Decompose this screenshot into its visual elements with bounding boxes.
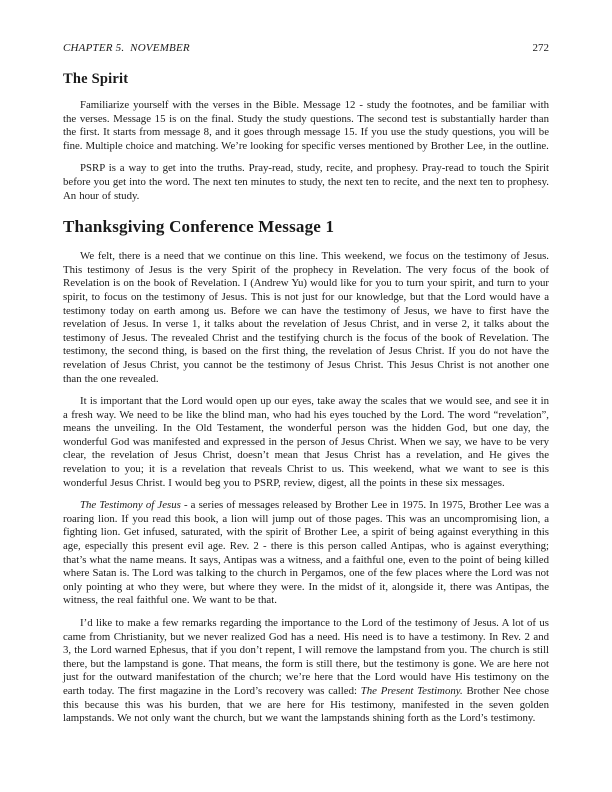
paragraph-message-4 xyxy=(63,617,549,726)
paragraph-message-4-text-a: I’d like to make a few remarks regarding the importance to the Lord of the testimony of Jesus. A lot of us came from Christianity, but we never realized God has a need. His need is to have a testimony. In Rev. 2 and 3, the Lord warned Ephesus, that if you don’t repent, I will remove the lampstand from you. The church is still there, but the lampstand is gone. That means, the form is still there, but the testimony is gone. We are here not just for the outward manifestation of the church; we’re here that the Lord would have His testimony on the earth today. The first magazine in the Lord’s recovery was called: xyxy=(63,617,549,697)
paragraph-message-4-text-b: Brother Nee chose this because this was his burden, that we are here for His testimony, manifested in the seven golden lampstands. We not only want the church, but we want the lampstands shining forth as the Lord’s testimony. xyxy=(63,684,549,725)
section-title-the-spirit: The Spirit xyxy=(63,71,129,87)
section-title-thanksgiving-message: Thanksgiving Conference Message 1 xyxy=(63,217,335,237)
running-header-chapter: CHAPTER 5. NOVEMBER xyxy=(63,42,190,54)
magazine-title-present-testimony: The Present Testimony. xyxy=(360,684,463,697)
paragraph-message-3-text: - a series of messages released by Brother Lee in 1975. In 1975, Brother Lee was a roaring lion. If you read this book, a lion will jump out of those pages. This was an uncompromising lion, a fighting lion. Get infused, saturated, with the spirit of Brother Lee, a spirit of being against everything in this age, especially this present evil age. Rev. 2 - there is this person called Antipas, who is against everything; that’s what the name means. It says, Antipas was a witness, and a faithful one, even to the point of being killed where Satan is. The Lord was talking to the church in Pergamos, one of the few places where the Lord was not only pointing at who they were, but where they were. In the midst of it, alongside it, there was Antipas, the witness, the real faithful one. We want to be that. xyxy=(63,499,549,607)
page-number: 272 xyxy=(532,42,549,54)
paragraph-message-1: We felt, there is a need that we continue on this line. This weekend, we focus on the testimony of Jesus. This testimony of Jesus is the very Spirit of the prophecy in Revelation. The very focus of the book of Revelation is on the book of Revelation. I (Andrew Yu) would like for you to turn your spirit, and turn to your spirit, to focus on the testimony of Jesus. This is not just for our knowledge, but that the Lord would have a testimony today on earth among us. Before we can have the testimony of Jesus, we have to first have the revelation of Jesus. In verse 1, it talks about the revelation of Jesus Christ, and in verse 2, it talks about the testimony of Jesus. The revealed Christ and the testifying church is the focus of the book of Revelation. The testimony, the second thing, is based on the first thing, the revelation of Jesus Christ. If you do not have the revelation of Jesus Christ, you cannot be the testimony of Jesus Christ. This Jesus Christ is not another one than the one revealed. xyxy=(63,250,549,385)
book-title-testimony-of-jesus: The Testimony of Jesus xyxy=(80,499,181,512)
running-header xyxy=(63,42,549,54)
paragraph-message-3 xyxy=(63,499,549,608)
paragraph-message-2: It is important that the Lord would open up our eyes, take away the scales that we would see, and see it in a fresh way. We need to be like the blind man, who had his eyes touched by the Lord. The word “revelation”, means the unveiling. In the Old Testament, the wonderful person was the hidden God, but one day, the wonderful God was manifested and expressed in the person of Jesus Christ. When we say, we have to be very clear, the revelation of Jesus Christ, doesn’t mean that Jesus Christ has a revelation, and He gives the revelation to you; it is a revelation that reveals Christ to us. This weekend, what we want to see is this wonderful Jesus Christ. I would beg you to PSRP, review, digest, all the points in these six messages. xyxy=(63,395,549,489)
paragraph-spirit-2: PSRP is a way to get into the truths. Pray-read, study, recite, and prophesy. Pray-read to touch the Spirit before you get into the word. The next ten minutes to study, the next ten to recite, and the next ten to prophesy. An hour of study. xyxy=(63,162,549,202)
paragraph-spirit-1: Familiarize yourself with the verses in the Bible. Message 12 - study the footnotes, and be familiar with the verses. Message 15 is on the final. Study the study questions. The second test is substantially harder than the first. It starts from message 8, and it goes through message 15. If you use the study questions, you will be fine. Multiple choice and matching. We’re looking for specific verses mentioned by Brother Lee, in the outline. xyxy=(63,99,549,152)
